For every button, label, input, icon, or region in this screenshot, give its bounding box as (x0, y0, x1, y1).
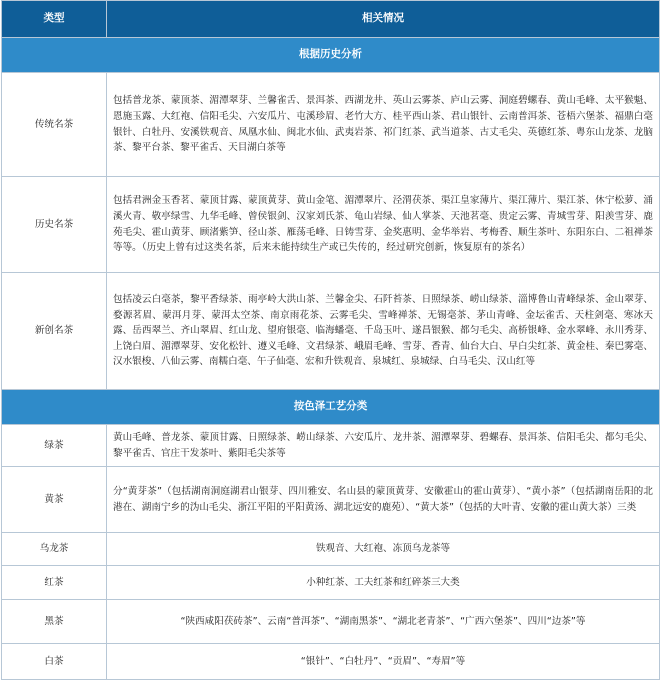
section-title-process: 按色泽工艺分类 (2, 390, 660, 425)
row-description: 包括凌云白毫茶，黎平香绿茶、雨亭岭大洪山茶、兰馨金尖、石阡苔茶、日照绿茶、崂山绿茶、淄博鲁山青峰绿茶、金山翠芽、婺源茗眉、蒙洱月芽、蒙洱太空茶、南京雨花茶、云雾毛尖、雪峰禅茶、无锡毫茶、茅山青峰、金坛雀舌、天柱剑毫、寒冰天露、岳西翠兰、齐山翠眉、红山龙、望府银毫、临海蟠毫、千岛玉叶、遂昌银猴、都匀毛尖、高桥银峰、金水翠峰、永川秀芽、上饶白眉、湄潭翠芽、安化松针、遵义毛峰、文君绿茶、峨眉毛峰、雪芽、香青、仙台大白、早白尖红茶、黄金桂、秦巴雾毫、汉水银梭、八仙云雾、南糯白毫、午子仙毫、宏和升铁观音、泉城红、泉城绿、白马毛尖、汉山红等 (107, 273, 660, 390)
table-row (2, 467, 660, 533)
row-type: 绿茶 (2, 425, 107, 467)
table-row (2, 73, 660, 177)
table-row (2, 566, 660, 600)
row-type: 传统名茶 (2, 73, 107, 177)
row-type: 红茶 (2, 566, 107, 600)
section-row (2, 390, 660, 425)
header-type: 类型 (2, 1, 107, 38)
tea-classification-table (1, 0, 660, 680)
row-type: 历史名茶 (2, 177, 107, 273)
row-description: “银针”、“白牡丹”、“贡眉”、“寿眉”等 (107, 644, 660, 680)
row-description: 黄山毛峰、普龙茶、蒙顶甘露、日照绿茶、崂山绿茶、六安瓜片、龙井茶、湄潭翠芽、碧螺春、景洱茶、信阳毛尖、都匀毛尖、黎平雀舌、官庄干发茶叶、紫阳毛尖茶等 (107, 425, 660, 467)
row-description: 包括普龙茶、蒙顶茶、湄潭翠芽、兰馨雀舌、景洱茶、西湖龙井、英山云雾茶、庐山云雾、洞庭碧螺春、黄山毛峰、太平猴魁、恩施玉露、大红袍、信阳毛尖、六安瓜片、屯溪珍眉、老竹大方、桂平西山茶、君山银针、云南普洱茶、苍梧六堡茶、福鼎白毫银针、白牡丹、安溪铁观音、凤凰水仙、闽北水仙、武夷岩茶、祁门红茶、武当道茶、古丈毛尖、英德红茶、粤东山龙茶、龙脑茶、黎平台茶、黎平雀舌、天目湖白茶等 (107, 73, 660, 177)
table-row (2, 533, 660, 566)
row-description: 小种红茶、工夫红茶和红碎茶三大类 (107, 566, 660, 600)
table-row (2, 600, 660, 644)
table-row (2, 425, 660, 467)
header-row (2, 1, 660, 38)
row-description: 分“黄芽茶”（包括湖南洞庭湖君山银芽、四川雅安、名山县的蒙顶黄芽、安徽霍山的霍山黄芽）、“黄小茶”（包括湖南岳阳的北港在、湖南宁乡的沩山毛尖、浙江平阳的平阳黄汤、湖北远安的鹿苑）、“黄大茶”（包括的大叶青、安徽的霍山黄大茶）三类 (107, 467, 660, 533)
row-description: 包括君洲金玉香茗、蒙顶甘露、蒙顶黄芽、黄山金笔、湄潭翠片、泾渭茯茶、渠江皇家薄片、渠江薄片、渠江茶、休宁松萝、涌溪火青、敬亭绿雪、九华毛峰、曾侯银剑、汉家刘氏茶、龟山岩绿、仙人掌茶、天池茗毫、贵定云雾、青城雪芽、阳羡雪芽、鹿苑毛尖、霍山黄芽、顾渚紫笋、径山茶、雁荡毛峰、日铸雪芽、金奖惠明、金华举岩、考梅香、顺生茶叶、东阳东白、二祖禅茶等等。（历史上曾有过这类名茶，后来未能持续生产或已失传的，经过研究创新，恢复原有的茶名） (107, 177, 660, 273)
row-description: “陕西咸阳茯砖茶”、云南“普洱茶”、“湖南黑茶”、“湖北老青茶”、“广西六堡茶”、四川“边茶”等 (107, 600, 660, 644)
section-row (2, 38, 660, 73)
row-type: 乌龙茶 (2, 533, 107, 566)
table-row (2, 273, 660, 390)
section-title-history: 根据历史分析 (2, 38, 660, 73)
table-row (2, 644, 660, 680)
table-row (2, 177, 660, 273)
row-description: 铁观音、大红袍、冻顶乌龙茶等 (107, 533, 660, 566)
row-type: 新创名茶 (2, 273, 107, 390)
row-type: 黑茶 (2, 600, 107, 644)
row-type: 黄茶 (2, 467, 107, 533)
header-info: 相关情况 (107, 1, 660, 38)
row-type: 白茶 (2, 644, 107, 680)
